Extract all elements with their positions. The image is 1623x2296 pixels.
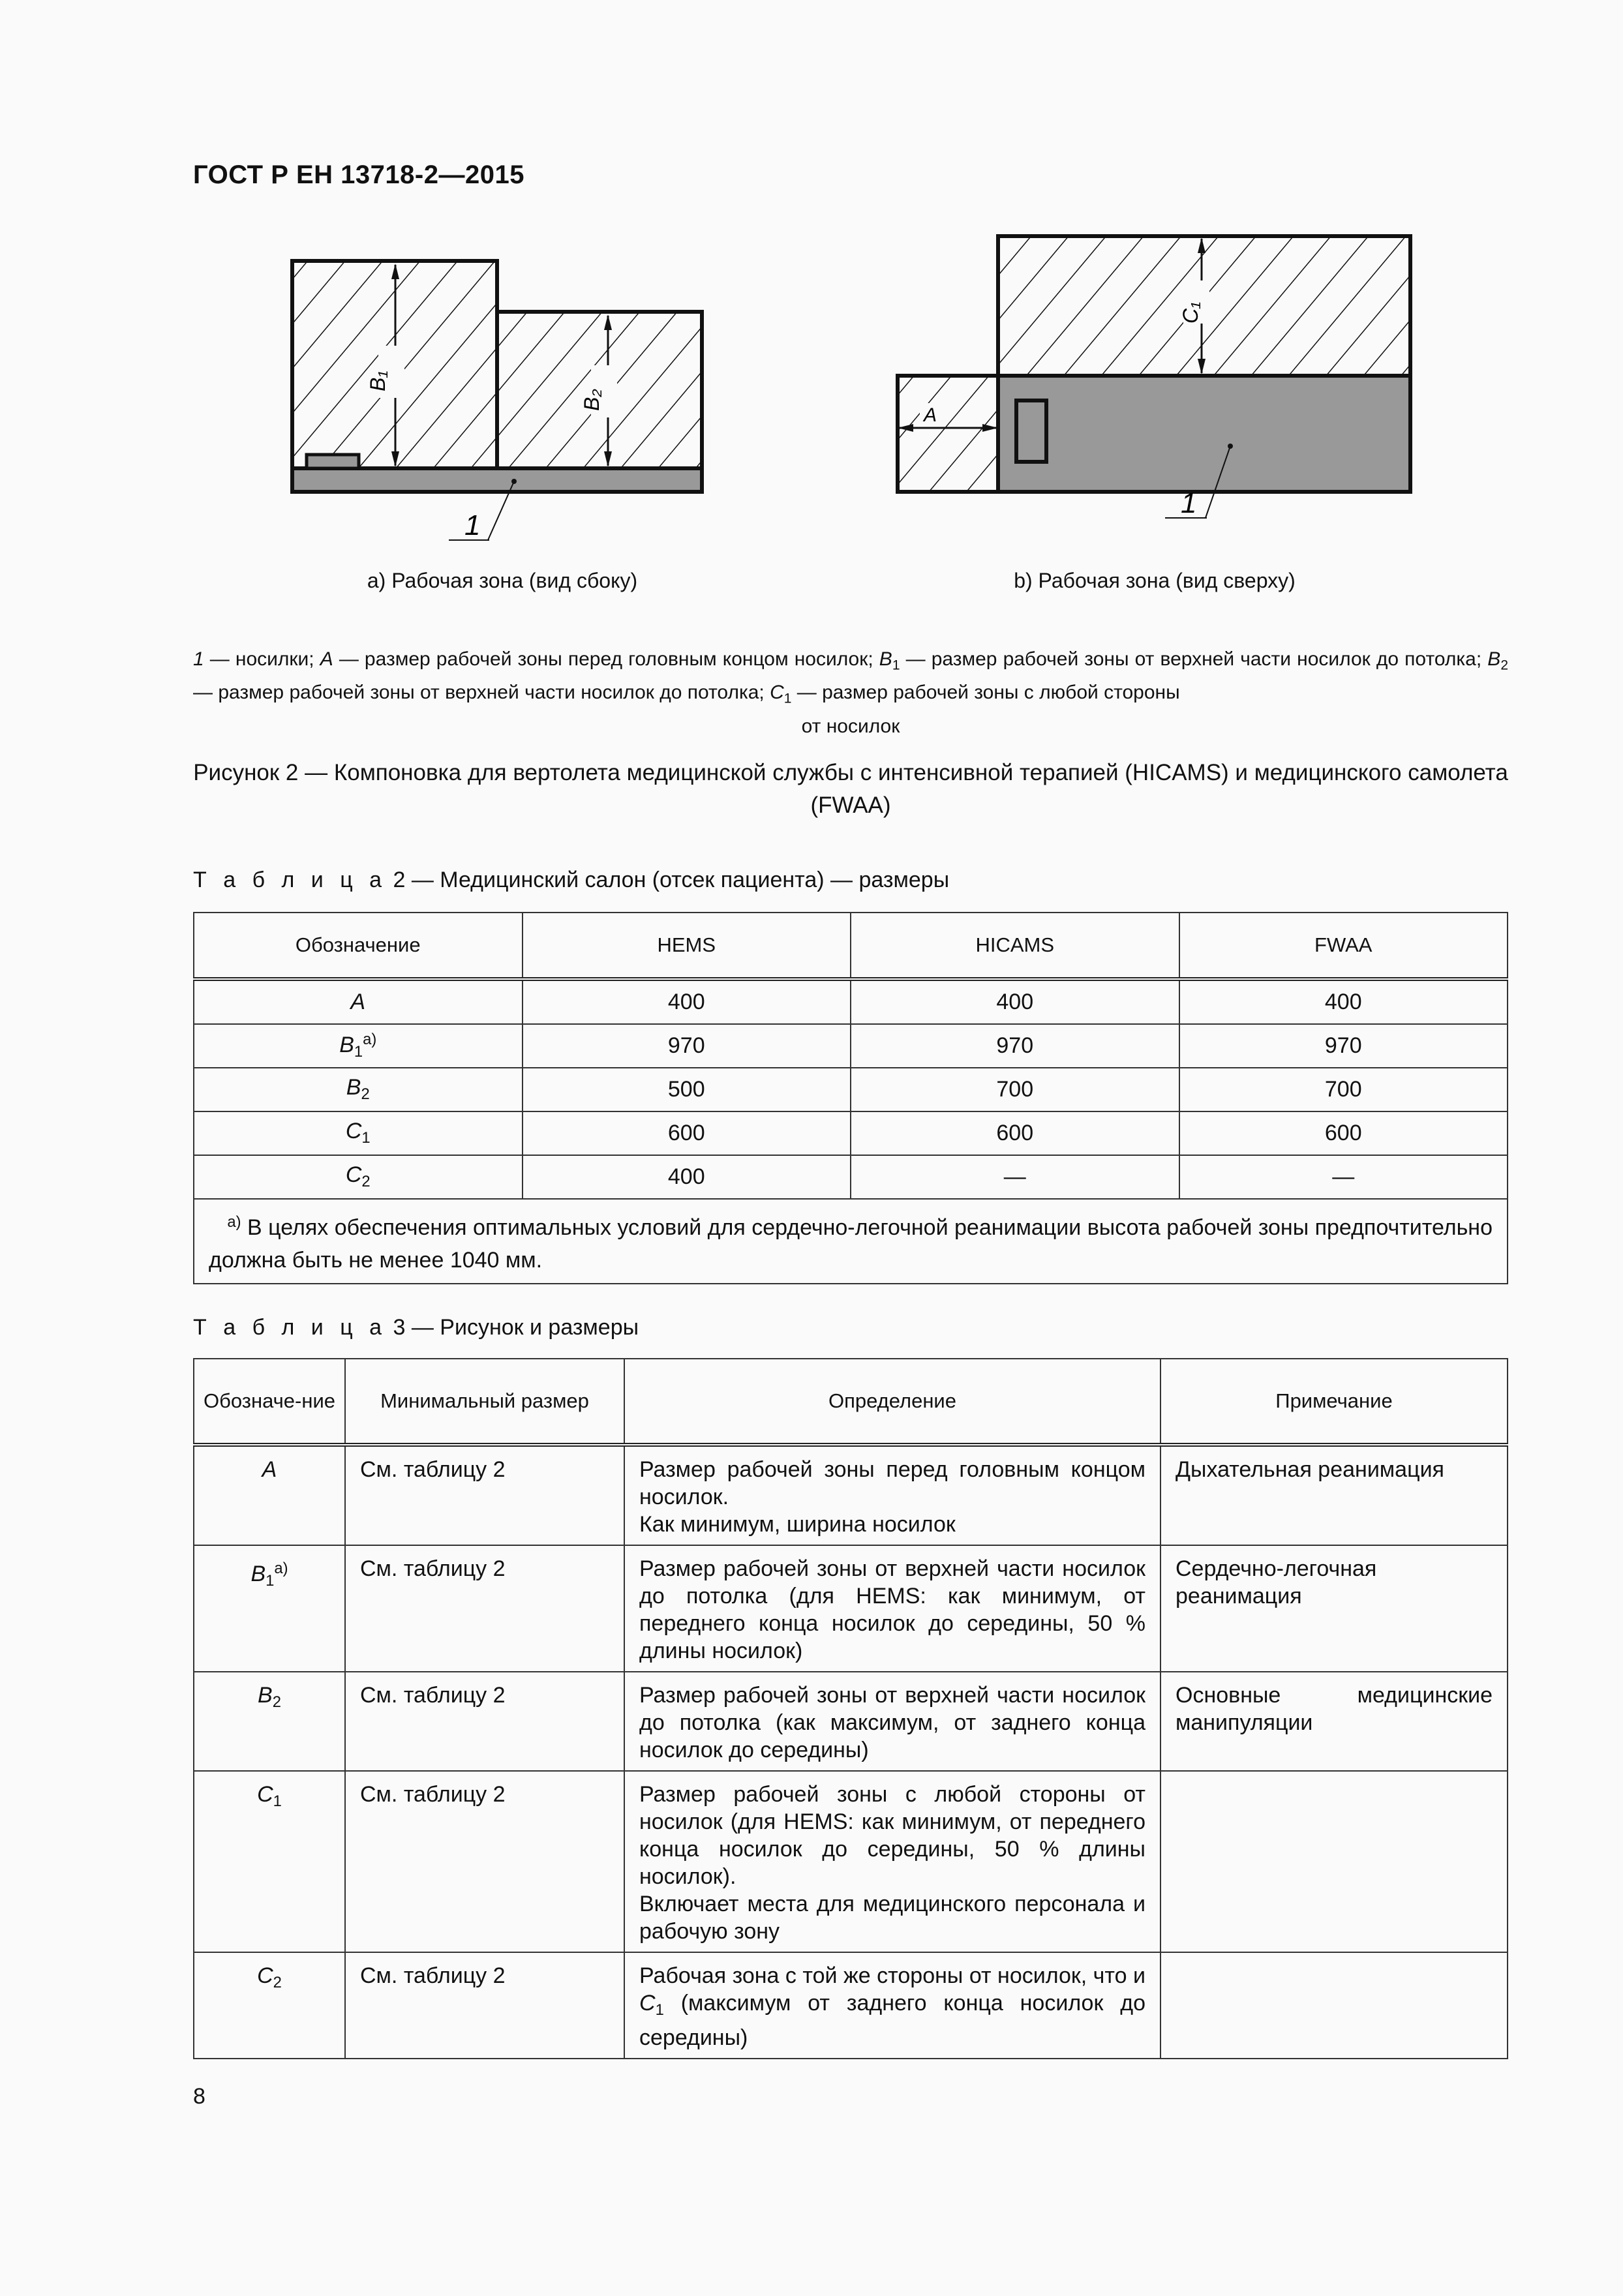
label-a: A	[924, 404, 937, 426]
table-row: $B_1^{а)}$ 970 970 970	[194, 1024, 1508, 1068]
table-row: $C_2$ См. таблицу 2 Рабочая зона с той же стороны от носилок, что и $C_1$ (максимум от заднего конца носилок до середины)	[194, 1952, 1508, 2059]
page-number: 8	[193, 2084, 205, 2109]
col-header: FWAA	[1179, 913, 1508, 979]
figure-top-view	[887, 228, 1422, 535]
col-header: Примечание	[1160, 1359, 1508, 1445]
table-footnote: $^{а)}$ В целях обеспечения оптимальных условий для сердечно-легочной реанимации высота рабочей зоны предпочтительно должна быть не менее 1040 мм.	[194, 1199, 1508, 1284]
col-header: Обозначение	[194, 913, 523, 979]
table-row: $B_1^{а)}$ См. таблицу 2 Размер рабочей зоны от верхней части носилок до потолка (для HEMS: как минимум, от переднего конца носилок до середины, 50 % длины носилок) Сердечно-легочная реанимация	[194, 1545, 1508, 1672]
col-header: HEMS	[523, 913, 851, 979]
label-b2: B₂	[580, 389, 603, 411]
figure-side-view	[281, 248, 724, 548]
table-2	[193, 912, 1508, 1284]
col-header: Определение	[624, 1359, 1160, 1445]
table-3	[193, 1358, 1508, 2059]
label-c1: C₁	[1179, 301, 1202, 324]
caption-side-view: a) Рабочая зона (вид сбоку)	[367, 569, 638, 592]
table2-title: Т а б л и ц а 2 — Медицинский салон (отсек пациента) — размеры	[193, 868, 950, 892]
callout-1: 1	[1181, 487, 1197, 519]
table-row: A 400 400 400	[194, 979, 1508, 1024]
figure-title: Рисунок 2 — Компоновка для вертолета медицинской службы с интенсивной терапией (HICAMS) и медицинского самолета (FWAA)	[193, 760, 1508, 818]
table-row: $B_2$ См. таблицу 2 Размер рабочей зоны от верхней части носилок до потолка (как максимум, от заднего конца носилок до середины) Основные медицинские манипуляции	[194, 1672, 1508, 1771]
table-row: A См. таблицу 2 Размер рабочей зоны перед головным концом носилок. Как минимум, ширина носилок Дыхательная реанимация	[194, 1445, 1508, 1545]
callout-1: 1	[464, 509, 481, 541]
figure-legend: 1 — носилки; A — размер рабочей зоны перед головным концом носилок; $B_1$ — размер рабочей зоны от верхней части носилок до потолка; $B_2$ — размер рабочей зоны от верхней части носилок до потолка; $C_1$ — размер рабочей зоны с любой стороны от носилок	[193, 648, 1508, 737]
table-row: $B_2$ 500 700 700	[194, 1068, 1508, 1111]
document-header: ГОСТ Р ЕН 13718-2—2015	[193, 160, 524, 189]
table-row: $C_1$ 600 600 600	[194, 1111, 1508, 1155]
caption-top-view: b) Рабочая зона (вид сверху)	[1014, 569, 1296, 592]
table-row: $C_2$ 400 — —	[194, 1155, 1508, 1199]
label-b1: B₁	[366, 370, 389, 391]
col-header: Минимальный размер	[345, 1359, 624, 1445]
col-header: Обозначе-ние	[194, 1359, 345, 1445]
table-row: $C_1$ См. таблицу 2 Размер рабочей зоны с любой стороны от носилок (для HEMS: как минимум, от переднего конца носилок до середины, 50 % длины носилок). Включает места для медицинского персонала и рабочую зону	[194, 1771, 1508, 1952]
col-header: HICAMS	[851, 913, 1179, 979]
table3-title: Т а б л и ц а 3 — Рисунок и размеры	[193, 1315, 639, 1340]
